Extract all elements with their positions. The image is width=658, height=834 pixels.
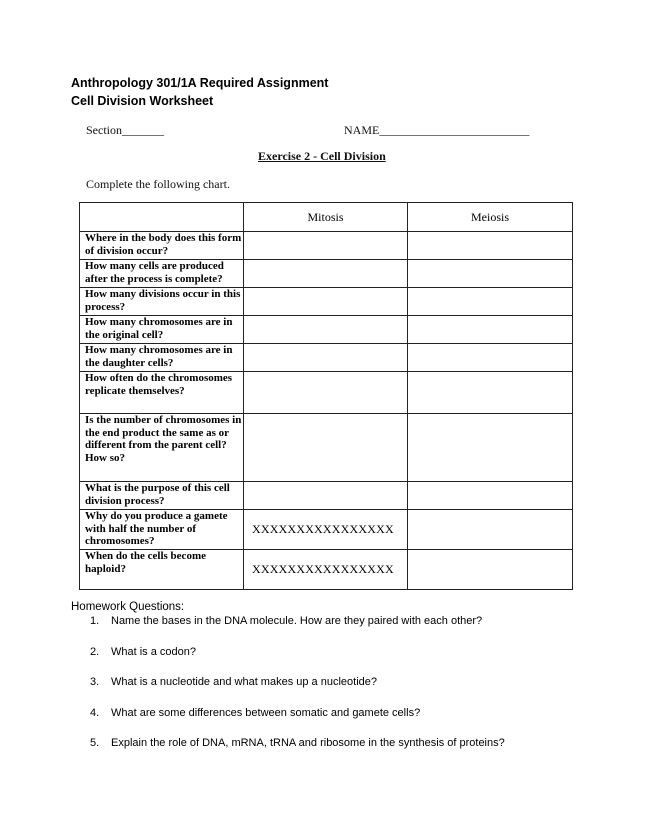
section-field: Section_______	[86, 123, 164, 137]
question-text: What is a nucleotide and what makes up a nucleotide?	[111, 676, 377, 688]
question-text: Explain the role of DNA, mRNA, tRNA and ribosome in the synthesis of proteins?	[111, 737, 505, 749]
list-item	[71, 676, 505, 707]
meiosis-answer-cell	[408, 550, 573, 590]
row-question: What is the purpose of this cell division process?	[80, 482, 244, 510]
mitosis-answer-cell	[244, 372, 408, 414]
chart-header-row	[80, 203, 573, 232]
mitosis-answer-cell	[244, 316, 408, 344]
cell-division-chart	[79, 202, 573, 590]
mitosis-answer-cell	[244, 260, 408, 288]
mitosis-answer-cell: XXXXXXXXXXXXXXXX	[244, 510, 408, 550]
worksheet-title: Cell Division Worksheet	[71, 94, 214, 108]
row-question: Why do you produce a gamete with half the number of chromosomes?	[80, 510, 244, 550]
table-row	[80, 372, 573, 414]
table-row	[80, 288, 573, 316]
name-field: NAME_________________________	[344, 123, 530, 137]
question-number: 5.	[90, 737, 100, 749]
table-row	[80, 414, 573, 482]
question-number: 3.	[90, 676, 100, 688]
row-question: When do the cells become haploid?	[80, 550, 244, 590]
question-number: 4.	[90, 706, 100, 719]
row-question: How many divisions occur in this process?	[80, 288, 244, 316]
mitosis-answer-cell	[244, 482, 408, 510]
meiosis-answer-cell	[408, 344, 573, 372]
meiosis-answer-cell	[408, 414, 573, 482]
question-number: 1.	[90, 615, 100, 627]
mitosis-answer-cell: XXXXXXXXXXXXXXXX	[244, 550, 408, 590]
column-header-mitosis: Mitosis	[244, 203, 408, 232]
row-question: Is the number of chromosomes in the end product the same as or different from the parent cell? How so?	[80, 414, 244, 482]
table-row	[80, 316, 573, 344]
table-row	[80, 510, 573, 550]
table-row	[80, 232, 573, 260]
row-question: How many chromosomes are in the original cell?	[80, 316, 244, 344]
column-header-question	[80, 203, 244, 232]
homework-list	[71, 615, 505, 768]
meiosis-answer-cell	[408, 260, 573, 288]
row-question: How many chromosomes are in the daughter cells?	[80, 344, 244, 372]
mitosis-answer-cell	[244, 414, 408, 482]
list-item	[71, 737, 505, 768]
list-item	[71, 646, 505, 677]
chart-instruction: Complete the following chart.	[86, 177, 230, 191]
table-row	[80, 550, 573, 590]
exercise-title: Exercise 2 - Cell Division	[258, 149, 386, 163]
row-question: How many cells are produced after the process is complete?	[80, 260, 244, 288]
meiosis-answer-cell	[408, 288, 573, 316]
question-number: 2.	[90, 645, 100, 658]
mitosis-answer-cell	[244, 232, 408, 260]
list-item	[71, 707, 505, 738]
course-title: Anthropology 301/1A Required Assignment	[71, 76, 329, 90]
mitosis-answer-cell	[244, 288, 408, 316]
meiosis-answer-cell	[408, 372, 573, 414]
meiosis-answer-cell	[408, 510, 573, 550]
meiosis-answer-cell	[408, 232, 573, 260]
row-question: Where in the body does this form of division occur?	[80, 232, 244, 260]
table-row	[80, 344, 573, 372]
meiosis-answer-cell	[408, 316, 573, 344]
mitosis-answer-cell	[244, 344, 408, 372]
table-row	[80, 482, 573, 510]
table-row	[80, 260, 573, 288]
list-item	[71, 615, 505, 646]
meiosis-answer-cell	[408, 482, 573, 510]
column-header-meiosis: Meiosis	[408, 203, 573, 232]
question-text: What are some differences between somatic and gamete cells?	[111, 706, 421, 719]
row-question: How often do the chromosomes replicate themselves?	[80, 372, 244, 414]
question-text: Name the bases in the DNA molecule. How are they paired with each other?	[111, 615, 483, 627]
question-text: What is a codon?	[111, 645, 196, 658]
homework-title: Homework Questions:	[71, 601, 185, 613]
